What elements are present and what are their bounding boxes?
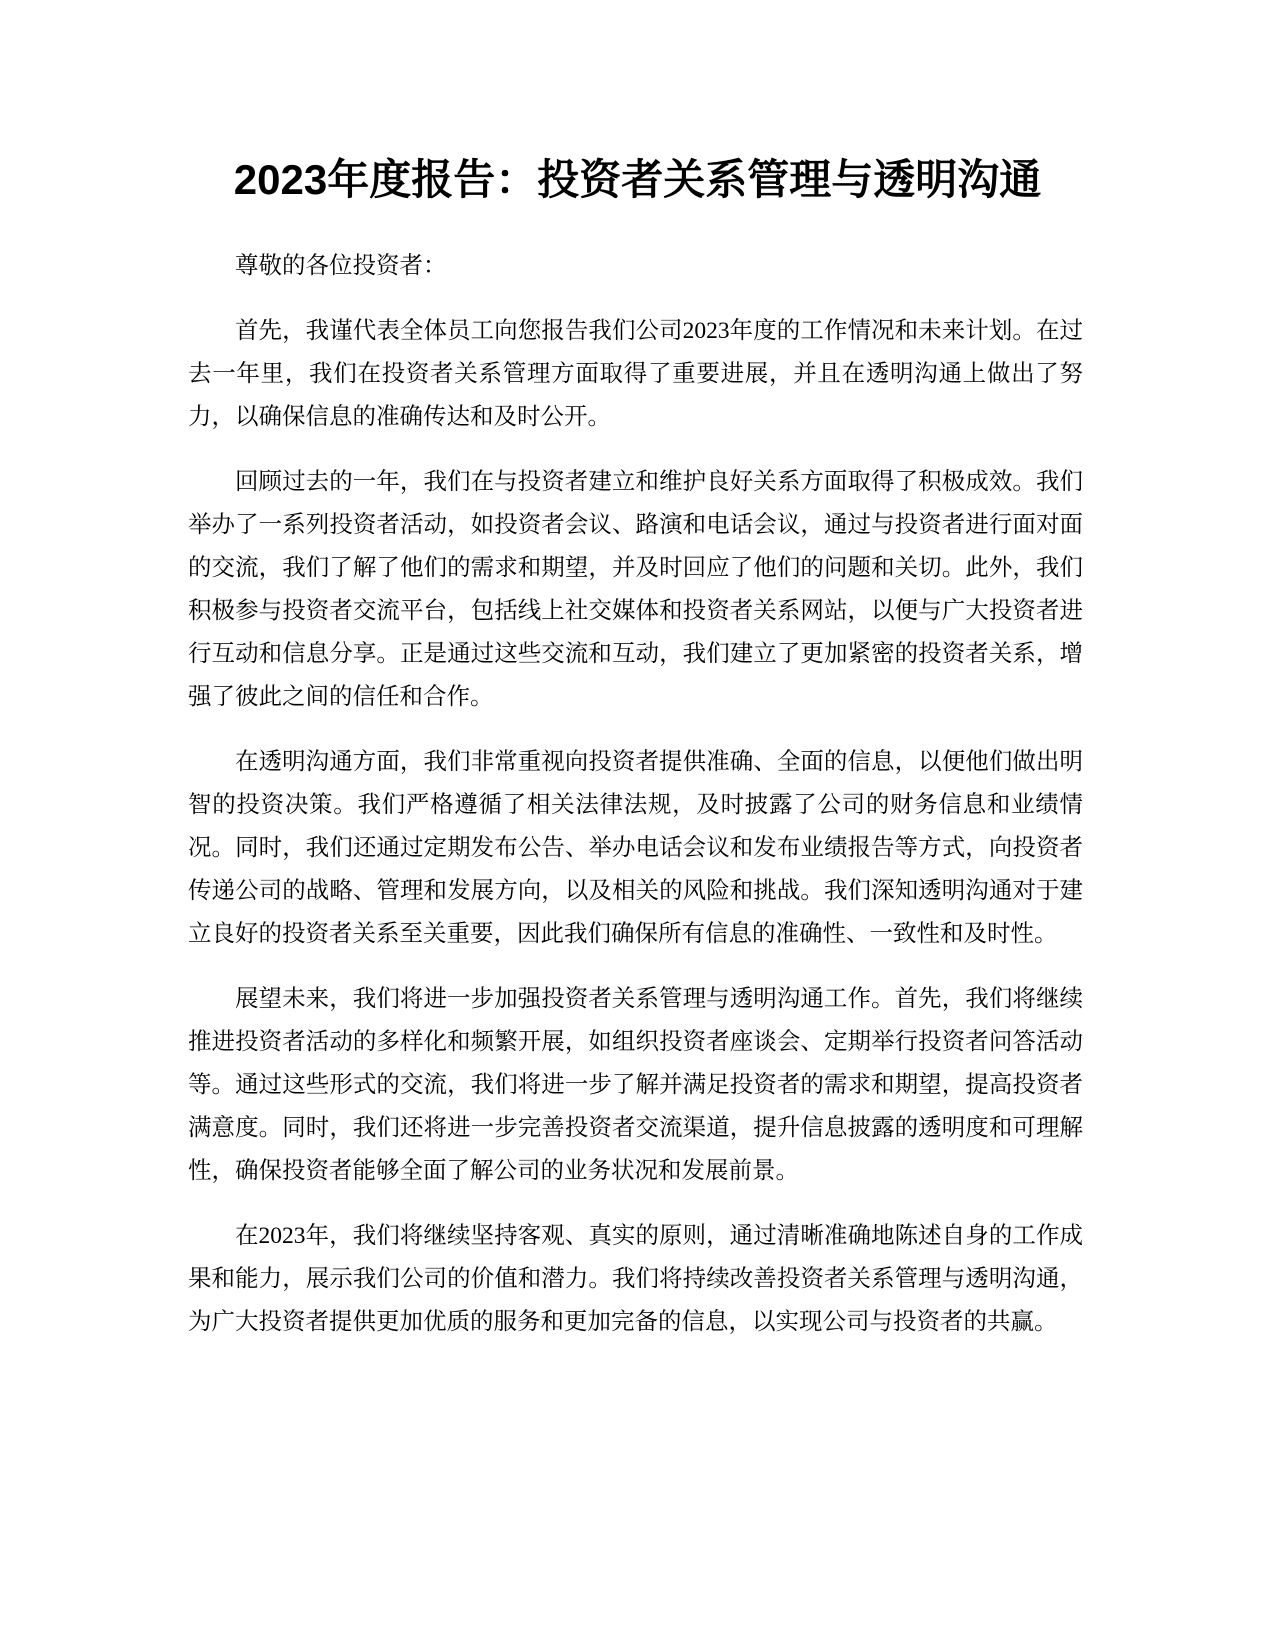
salutation: 尊敬的各位投资者： (235, 253, 447, 279)
paragraph-5: 在2023年，我们将继续坚持客观、真实的原则，通过清晰准确地陈述自身的工作成果和能力，展示我们公司的价值和潜力。我们将持续改善投资者关系管理与透明沟通，为广大投资者提供更加优质的服务和更加完备的信息，以实现公司与投资者的共赢。 (188, 1223, 1083, 1335)
document-body (188, 245, 1083, 1366)
paragraph-3: 在透明沟通方面，我们非常重视向投资者提供准确、全面的信息，以便他们做出明智的投资决策。我们严格遵循了相关法律法规，及时披露了公司的财务信息和业绩情况。同时，我们还通过定期发布公告、举办电话会议和发布业绩报告等方式，向投资者传递公司的战略、管理和发展方向，以及相关的风险和挑战。我们深知透明沟通对于建立良好的投资者关系至关重要，因此我们确保所有信息的准确性、一致性和及时性。 (188, 749, 1083, 947)
paragraph-4: 展望未来，我们将进一步加强投资者关系管理与透明沟通工作。首先，我们将继续推进投资者活动的多样化和频繁开展，如组织投资者座谈会、定期举行投资者问答活动等。通过这些形式的交流，我们将进一步了解并满足投资者的需求和期望，提高投资者满意度。同时，我们还将进一步完善投资者交流渠道，提升信息披露的透明度和可理解性，确保投资者能够全面了解公司的业务状况和发展前景。 (188, 986, 1083, 1184)
document-title: 2023年度报告：投资者关系管理与透明沟通 (233, 156, 1042, 203)
paragraph-2: 回顾过去的一年，我们在与投资者建立和维护良好关系方面取得了积极成效。我们举办了一系列投资者活动，如投资者会议、路演和电话会议，通过与投资者进行面对面的交流，我们了解了他们的需求和期望，并及时回应了他们的问题和关切。此外，我们积极参与投资者交流平台，包括线上社交媒体和投资者关系网站，以便与广大投资者进行互动和信息分享。正是通过这些交流和互动，我们建立了更加紧密的投资者关系，增强了彼此之间的信任和合作。 (188, 469, 1083, 710)
paragraph-1: 首先，我谨代表全体员工向您报告我们公司2023年度的工作情况和未来计划。在过去一年里，我们在投资者关系管理方面取得了重要进展，并且在透明沟通上做出了努力，以确保信息的准确传达和及时公开。 (188, 318, 1083, 430)
